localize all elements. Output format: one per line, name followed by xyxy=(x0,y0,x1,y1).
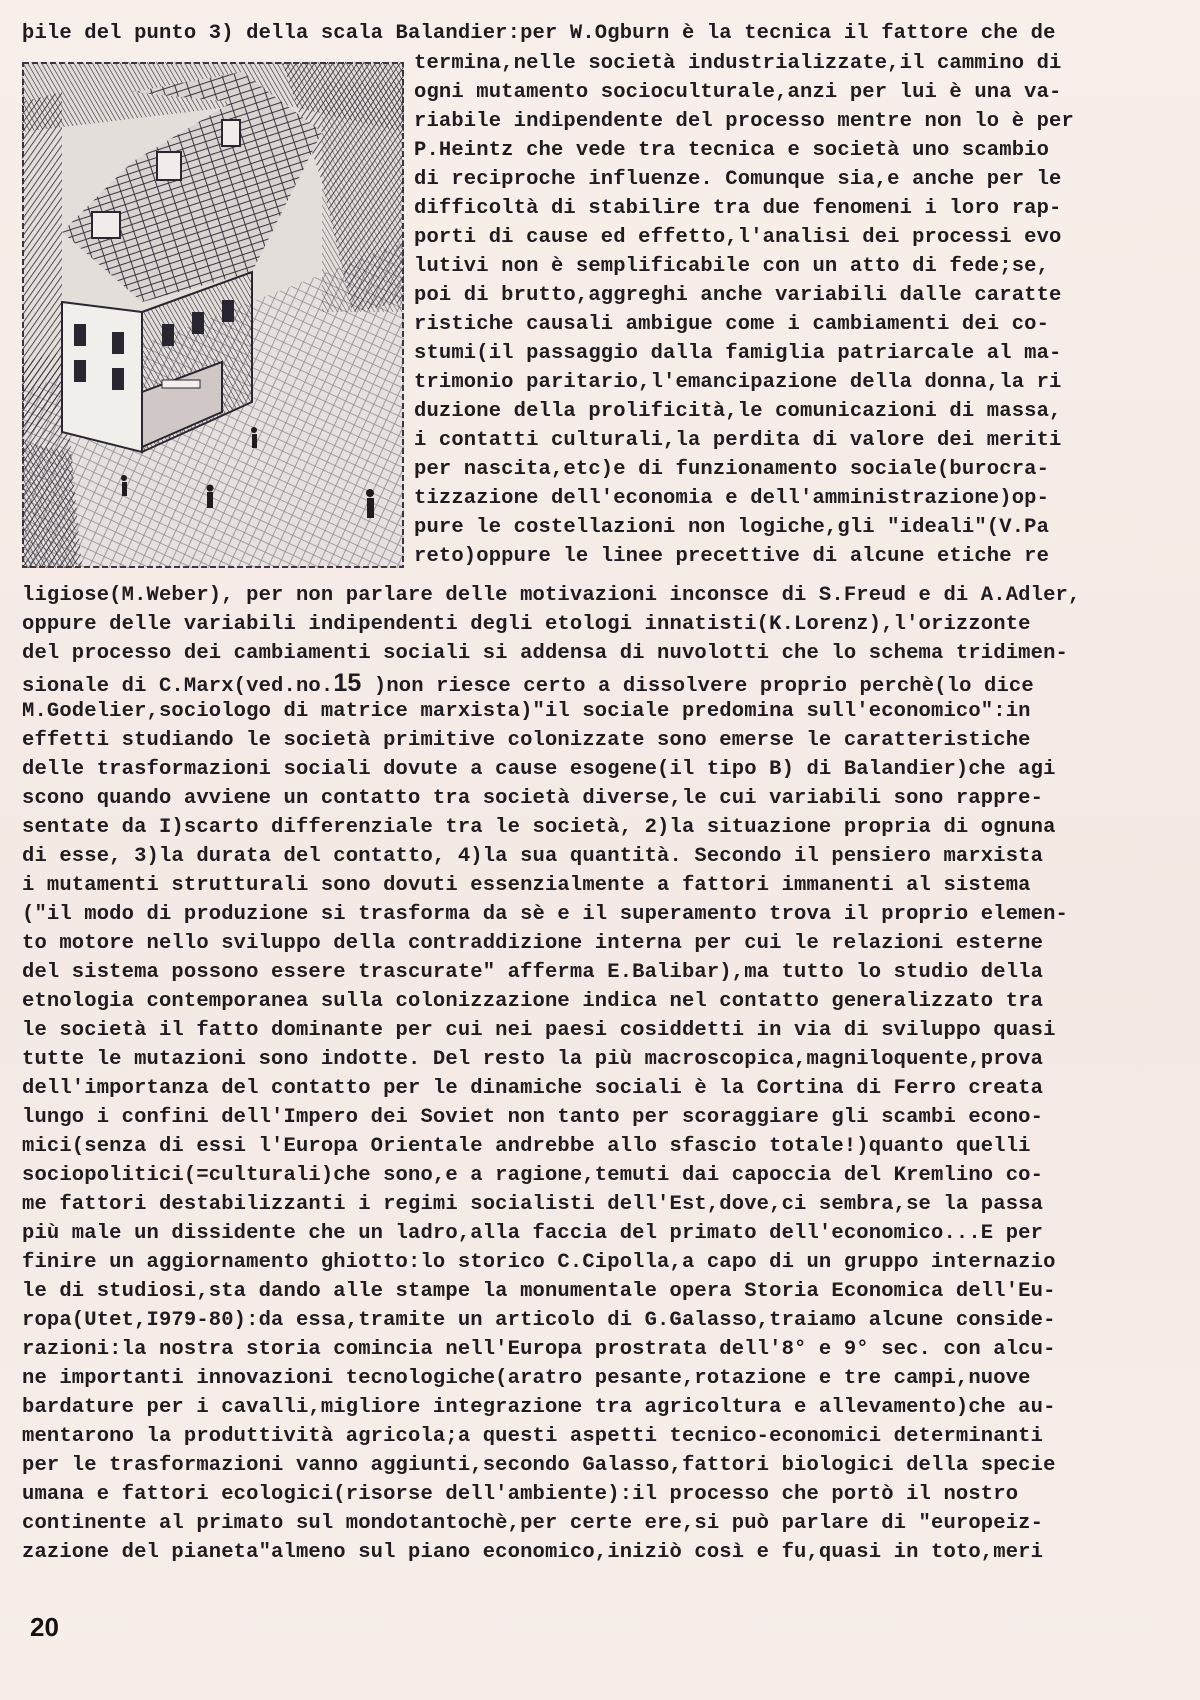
text-line: di esse, 3)la durata del contatto, 4)la sua quantità. Secondo il pensiero marxista xyxy=(22,845,1044,868)
text-line: poi di brutto,aggreghi anche variabili dalle caratte xyxy=(414,284,1062,307)
text-line: ogni mutamento socioculturale,anzi per lui è una va- xyxy=(414,81,1062,104)
text-line: i contatti culturali,la perdita di valore dei meriti xyxy=(414,429,1062,452)
text-line: effetti studiando le società primitive colonizzate sono emerse le caratteristiche xyxy=(22,729,1031,752)
text-line: dell'importanza del contatto per le dinamiche sociali è la Cortina di Ferro creata xyxy=(22,1077,1044,1100)
street-scene-drawing xyxy=(22,62,404,568)
text-line: ligiose(M.Weber), per non parlare delle motivazioni inconsce di S.Freud e di A.Adler, xyxy=(22,584,1081,607)
text-line: continente al primato sul mondotantochè,per certe ere,si può parlare di "europeiz- xyxy=(22,1512,1044,1535)
text-line: difficoltà di stabilire tra due fenomeni i loro rap- xyxy=(414,197,1062,220)
text-line: i mutamenti strutturali sono dovuti essenzialmente a fattori immanenti al sistema xyxy=(22,874,1031,897)
text-line: umana e fattori ecologici(risorse dell'ambiente):il processo che portò il nostro xyxy=(22,1483,1019,1506)
street-scene-illustration xyxy=(22,62,404,568)
text-line: lutivi non è semplificabile con un atto di fede;se, xyxy=(414,255,1050,278)
text-line: þile del punto 3) della scala Balandier:per W.Ogburn è la tecnica il fattore che de xyxy=(22,22,1056,45)
text-line: lungo i confini dell'Impero dei Soviet non tanto per scoraggiare gli scambi econo- xyxy=(22,1106,1044,1129)
text-line: le società il fatto dominante per cui nei paesi cosiddetti in via di sviluppo quasi xyxy=(22,1019,1056,1042)
text-line: scono quando avviene un contatto tra società diverse,le cui variabili sono rappre- xyxy=(22,787,1044,810)
text-line: tizzazione dell'economia e dell'amministrazione)op- xyxy=(414,487,1050,510)
text-line: pure le costellazioni non logiche,gli "ideali"(V.Pa xyxy=(414,516,1050,539)
text-line: porti di cause ed effetto,l'analisi dei processi evo xyxy=(414,226,1062,249)
text-line: finire un aggiornamento ghiotto:lo storico C.Cipolla,a capo di un gruppo internazio xyxy=(22,1251,1056,1274)
text-line: ropa(Utet,I979-80):da essa,tramite un articolo di G.Galasso,traiamo alcune conside- xyxy=(22,1309,1056,1332)
text-line: per nascita,etc)e di funzionamento sociale(burocra- xyxy=(414,458,1050,481)
text-line: del sistema possono essere trascurate" afferma E.Balibar),ma tutto lo studio della xyxy=(22,961,1044,984)
text-line-with-reference xyxy=(22,669,1034,701)
text-line: ne importanti innovazioni tecnologiche(aratro pesante,rotazione e tre campi,nuove xyxy=(22,1367,1031,1390)
text-line: mici(senza di essi l'Europa Orientale andrebbe allo sfascio totale!)quanto quelli xyxy=(22,1135,1031,1158)
text-line: trimonio paritario,l'emancipazione della donna,la ri xyxy=(414,371,1062,394)
text-fragment: sionale di C.Marx(ved.no. xyxy=(22,675,334,698)
text-line: reto)oppure le linee precettive di alcune etiche re xyxy=(414,545,1050,568)
text-line: to motore nello sviluppo della contraddizione interna per cui le relazioni esterne xyxy=(22,932,1044,955)
text-line: sentate da I)scarto differenziale tra le società, 2)la situazione propria di ognuna xyxy=(22,816,1056,839)
text-line: sociopolitici(=culturali)che sono,e a ragione,temuti dai capoccia del Kremlino co- xyxy=(22,1164,1044,1187)
text-line: M.Godelier,sociologo di matrice marxista)"il sociale predomina sull'economico":in xyxy=(22,700,1031,723)
text-line: zazione del pianeta"almeno sul piano economico,iniziò così e fu,quasi in toto,meri xyxy=(22,1541,1044,1564)
text-line: ("il modo di produzione si trasforma da sè e il superamento trova il proprio elemen- xyxy=(22,903,1068,926)
text-line: termina,nelle società industrializzate,il cammino di xyxy=(414,52,1062,75)
text-fragment: )non riesce certo a dissolvere proprio perchè(lo dice xyxy=(361,675,1034,698)
text-line: di reciproche influenze. Comunque sia,e anche per le xyxy=(414,168,1062,191)
text-line: me fattori destabilizzanti i regimi socialisti dell'Est,dove,ci sembra,se la passa xyxy=(22,1193,1044,1216)
text-line: etnologia contemporanea sulla colonizzazione indica nel contatto generalizzato tra xyxy=(22,990,1044,1013)
text-line: del processo dei cambiamenti sociali si addensa di nuvolotti che lo schema tridimen- xyxy=(22,642,1068,665)
page-number: 20 xyxy=(30,1612,59,1642)
text-line: per le trasformazioni vanno aggiunti,secondo Galasso,fattori biologici della specie xyxy=(22,1454,1056,1477)
text-line: duzione della prolificità,le comunicazioni di massa, xyxy=(414,400,1062,423)
text-line: riabile indipendente del processo mentre non lo è per xyxy=(414,110,1074,133)
text-line: più male un dissidente che un ladro,alla faccia del primato dell'economico...E per xyxy=(22,1222,1044,1245)
text-line: tutte le mutazioni sono indotte. Del resto la più macroscopica,magniloquente,prova xyxy=(22,1048,1044,1071)
text-line: oppure delle variabili indipendenti degli etologi innatisti(K.Lorenz),l'orizzonte xyxy=(22,613,1031,636)
text-line: mentarono la produttività agricola;a questi aspetti tecnico-economici determinanti xyxy=(22,1425,1044,1448)
text-line: razioni:la nostra storia comincia nell'Europa prostrata dell'8° e 9° sec. con alcu- xyxy=(22,1338,1056,1361)
text-line: bardature per i cavalli,migliore integrazione tra agricoltura e allevamento)che au- xyxy=(22,1396,1056,1419)
text-line: P.Heintz che vede tra tecnica e società uno scambio xyxy=(414,139,1050,162)
reference-number: 15 xyxy=(333,669,362,697)
text-line: le di studiosi,sta dando alle stampe la monumentale opera Storia Economica dell'Eu- xyxy=(22,1280,1056,1303)
text-line: stumi(il passaggio dalla famiglia patriarcale al ma- xyxy=(414,342,1062,365)
text-line: ristiche causali ambigue come i cambiamenti dei co- xyxy=(414,313,1050,336)
text-line: delle trasformazioni sociali dovute a cause esogene(il tipo B) di Balandier)che agi xyxy=(22,758,1056,781)
